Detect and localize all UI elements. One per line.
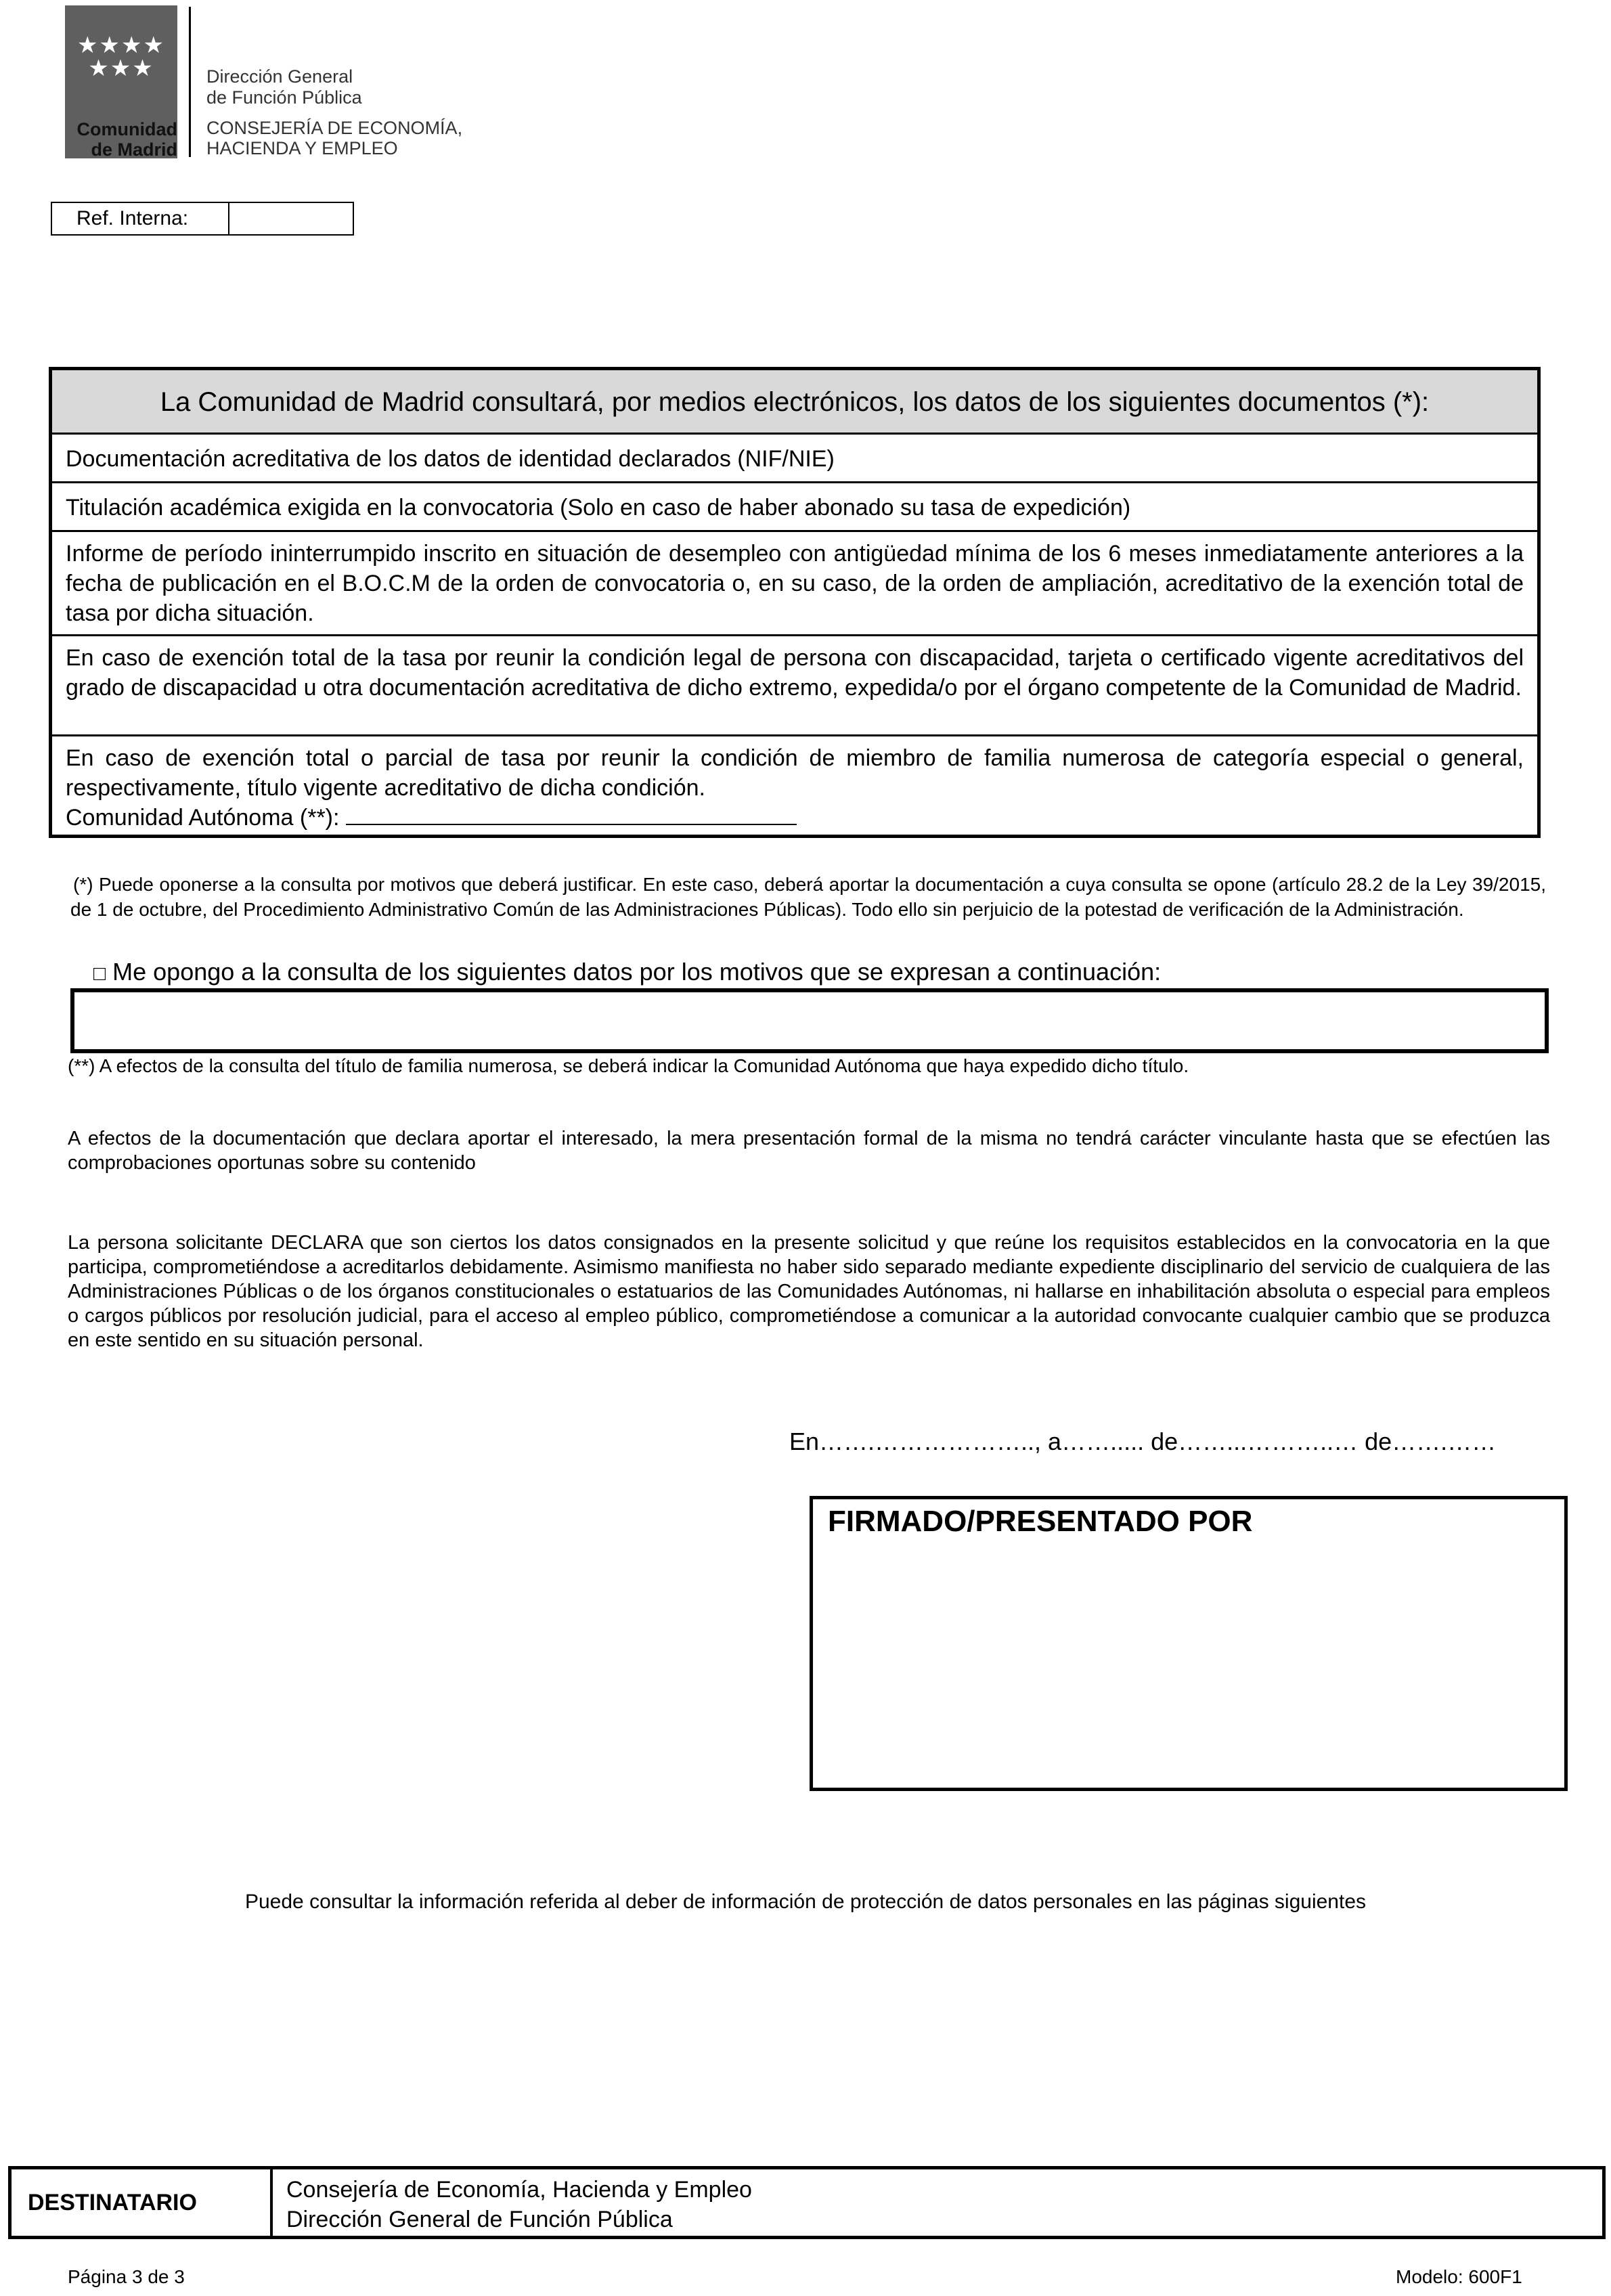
declaration-paragraph: La persona solicitante DECLARA que son ciertos los datos consignados en la presente solicitud y que reúne los requisitos establecidos en la convocatoria en la que participa, comprometiéndose a acreditarlos debidamente. Asimismo manifiesta no haber sido separado mediante expediente disciplinario del servicio de cualquiera de las Administraciones Públicas o de los órganos constitucionales o estatuarios de las Comunidades Autónomas, ni hallarse en inhabilitación absoluta o especial para empleos o cargos públicos por resolución judicial, para el acceso al empleo público, comprometiéndose a comunicar a la autoridad convocante cualquier cambio que se produzca en este sentido en su situación personal. — [68, 1232, 1550, 1351]
logo-line-1: Comunidad — [76, 119, 177, 139]
comunidad-autonoma-field[interactable] — [346, 803, 797, 825]
comunidad-autonoma-line — [66, 803, 1524, 833]
modelo-code: Modelo: 600F1 — [1396, 2266, 1522, 2287]
consejeria-line-1: CONSEJERÍA DE ECONOMÍA, — [206, 118, 463, 138]
destinatario-value — [273, 2169, 1602, 2236]
ref-interna-label: Ref. Interna: — [52, 203, 229, 234]
checkbox-icon[interactable]: □ — [93, 963, 106, 985]
consejeria-line-2: HACIENDA Y EMPLEO — [206, 138, 398, 158]
logo-line-2: de Madrid — [91, 139, 177, 160]
documents-consult-table — [49, 367, 1541, 838]
documents-table-header: La Comunidad de Madrid consultará, por medios electrónicos, los datos de los siguientes documentos (*): — [52, 370, 1537, 435]
dg-line-2: de Función Pública — [206, 87, 362, 108]
destinatario-line-2: Dirección General de Función Pública — [286, 2207, 673, 2232]
header-divider — [189, 7, 191, 157]
logo-name — [65, 119, 177, 160]
place-date-line[interactable]: En…….……………….., a……..... de……...………..… de…….…… — [789, 1428, 1497, 1455]
consejeria-title — [206, 118, 462, 158]
ref-interna-box — [51, 202, 354, 236]
doc-row-discapacidad: En caso de exención total de la tasa por reunir la condición legal de persona con discapacidad, tarjeta o certificado vigente acreditativos del grado de discapacidad u otra documentación acreditativa de dicho extremo, expedida/o por el órgano competente de la Comunidad de Madrid. — [52, 636, 1537, 736]
doc-row-familia-numerosa — [52, 736, 1537, 835]
note-familia-numerosa: (**) A efectos de la consulta del título de familia numerosa, se deberá indicar la Comunidad Autónoma que haya expedido dicho título. — [68, 1055, 1189, 1076]
signature-title: FIRMADO/PRESENTADO POR — [828, 1505, 1253, 1538]
familia-numerosa-text: En caso de exención total o parcial de tasa por reunir la condición de miembro de familia numerosa de categoría especial o general, respectivamente, título vigente acreditativo de dicha condición. — [66, 745, 1524, 801]
oppose-label: Me opongo a la consulta de los siguientes datos por los motivos que se expresan a continuación: — [112, 958, 1162, 986]
comunidad-autonoma-label: Comunidad Autónoma (**): — [66, 805, 340, 831]
oppose-reasons-field[interactable] — [70, 988, 1549, 1053]
page-number: Página 3 de 3 — [68, 2266, 185, 2287]
dg-line-1: Dirección General — [206, 66, 353, 87]
logo-stars-icon: ★★★★ ★★★ — [77, 32, 165, 81]
doc-row-titulacion: Titulación académica exigida en la convocatoria (Solo en caso de haber abonado su tasa de expedición) — [52, 483, 1537, 532]
note-oposicion: (*) Puede oponerse a la consulta por motivos que deberá justificar. En este caso, deberá aportar la documentación a cuya consulta se opone (artículo 28.2 de la Ley 39/2015, de 1 de octubre, del Procedimiento Administrativo Común de las Administraciones Públicas). Todo ello sin perjuicio de la potestad de verificación de la Administración. — [70, 874, 1546, 920]
oppose-option[interactable] — [93, 957, 1161, 989]
privacy-note: Puede consultar la información referida al deber de información de protección de datos personales en las páginas siguientes — [244, 1891, 1367, 1913]
destinatario-label: DESTINATARIO — [12, 2169, 273, 2236]
direccion-general-title — [206, 66, 362, 108]
doc-row-identity: Documentación acreditativa de los datos de identidad declarados (NIF/NIE) — [52, 435, 1537, 483]
destinatario-box — [8, 2166, 1606, 2239]
ref-interna-field[interactable] — [229, 203, 353, 234]
documentation-paragraph: A efectos de la documentación que declara aportar el interesado, la mera presentación formal de la misma no tendrá carácter vinculante hasta que se efectúen las comprobaciones oportunas sobre su contenido — [68, 1128, 1550, 1174]
doc-row-desempleo: Informe de período ininterrumpido inscrito en situación de desempleo con antigüedad mínima de los 6 meses inmediatamente anteriores a la fecha de publicación en el B.O.C.M de la orden de convocatoria o, en su caso, de la orden de ampliación, acreditativo de la exención total de tasa por dicha situación. — [52, 532, 1537, 636]
destinatario-line-1: Consejería de Economía, Hacienda y Empleo — [286, 2177, 752, 2203]
signature-box[interactable] — [810, 1496, 1568, 1791]
